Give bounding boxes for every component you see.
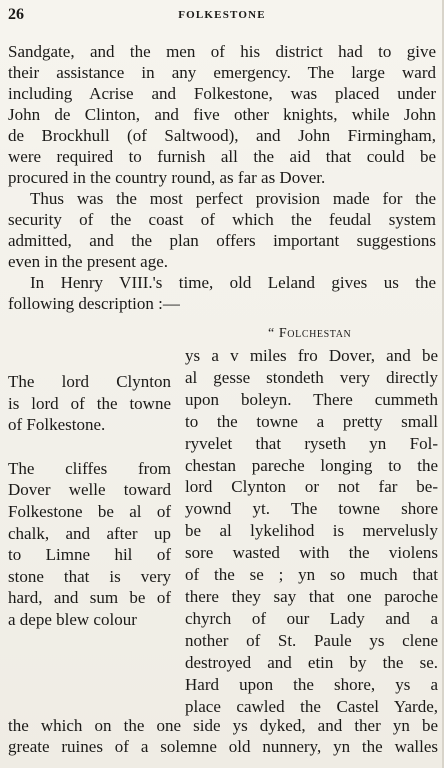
quote-heading: “ Folchestan xyxy=(268,326,352,341)
text-line: Folkestone be al of xyxy=(8,501,171,521)
quote-line: be al lykelihod is mervelusly xyxy=(185,521,438,541)
text-line: In Henry VIII.'s time, old Leland gives us the xyxy=(30,273,436,292)
text-line: procured in the country round, as far as Dover. xyxy=(8,168,326,187)
text-line: even in the present age. xyxy=(8,252,169,271)
quote-line: of the se ; yn so much that xyxy=(185,565,438,585)
text-line: a depe blew colour xyxy=(8,609,137,629)
text-line: admitted, and the plan offers important suggestions xyxy=(8,231,436,250)
quote-line: Hard upon the shore, ys a xyxy=(185,674,438,694)
quote-line: greate ruines of a solemne old nunnery, yn the walles xyxy=(8,737,438,756)
text-line: to Limne hil of xyxy=(8,545,171,565)
text-line: Sandgate, and the men of his district had to give xyxy=(8,42,436,61)
text-line: were required to furnish all the aid that could be xyxy=(8,147,436,166)
text-line: following description :— xyxy=(8,294,180,313)
margin-note-clynton xyxy=(8,371,171,436)
quote-line: the which on the one side ys dyked, and ther yn be xyxy=(8,716,438,735)
text-line: Dover welle toward xyxy=(8,480,171,500)
running-head xyxy=(8,6,436,24)
quote-line: al gesse stondeth very directly xyxy=(185,367,438,387)
quote-line: nother of St. Paule ys clene xyxy=(185,630,438,650)
paragraph-3 xyxy=(8,272,436,314)
text-line: John de Clinton, and five other knights, while John xyxy=(8,105,436,124)
quote-line: chestan pareche longing to the xyxy=(185,455,438,475)
text-line: de Brockhull (of Saltwood), and John Firmingham, xyxy=(8,126,436,145)
quote-line: yownd yt. The towne shore xyxy=(185,499,438,519)
text-line: of Folkestone. xyxy=(8,415,106,435)
margin-note-cliffes xyxy=(8,458,171,631)
quote-line: lord Clynton or not far be- xyxy=(185,477,438,497)
quotation-continuation xyxy=(8,715,438,757)
paragraph-2 xyxy=(8,188,436,272)
text-line: is lord of the towne xyxy=(8,393,171,413)
text-line: Thus was the most perfect provision made for the xyxy=(30,189,436,208)
quote-line: sore wasted with the violens xyxy=(185,543,438,563)
quote-line: destroyed and etin by the se. xyxy=(185,652,438,672)
quote-line: chyrch of our Lady and a xyxy=(185,608,438,628)
text-line: security of the coast of which the feudal system xyxy=(8,210,436,229)
quote-line: ys a v miles fro Dover, and be xyxy=(185,346,438,365)
text-line: their assistance in any emergency. The large ward xyxy=(8,63,436,82)
text-line: hard, and sum be of xyxy=(8,588,171,608)
paragraph-1 xyxy=(8,41,436,188)
quote-line: to the towne a pretty small xyxy=(185,411,438,431)
leland-quotation xyxy=(185,345,438,717)
page-number: 26 xyxy=(8,6,24,23)
body-text xyxy=(8,41,436,314)
quote-line: upon boleyn. There cummeth xyxy=(185,389,438,409)
text-line: The lord Clynton xyxy=(8,372,171,391)
running-title: FOLKESTONE xyxy=(178,9,266,21)
text-line: stone that is very xyxy=(8,566,171,586)
text-line: including Acrise and Folkestone, was placed under xyxy=(8,84,436,103)
quote-line: ryvelet that ryseth yn Fol- xyxy=(185,433,438,453)
quote-line: place cawled the Castel Yarde, xyxy=(185,696,438,716)
text-line: chalk, and after up xyxy=(8,523,171,543)
margin-notes xyxy=(8,371,171,653)
quote-line: there they say that one paroche xyxy=(185,586,438,606)
text-line: The cliffes from xyxy=(8,458,171,478)
